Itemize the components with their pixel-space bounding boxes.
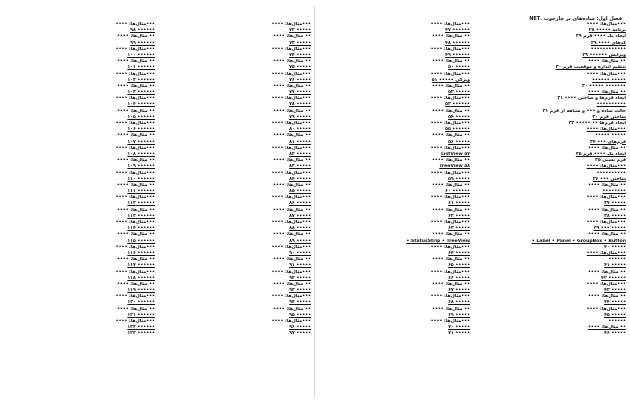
toc-entry: ••••• ۶۹ xyxy=(448,312,470,318)
toc-entry: ••••• ۳۷ xyxy=(604,201,626,207)
toc-entry: •••••• ۶۰ xyxy=(445,189,470,195)
toc-entry: •• مثال‌ها: •••• xyxy=(273,108,311,114)
toc-entry: •••••• ۱۰۱ xyxy=(127,65,155,71)
toc-entry: ••••• ۹۲ xyxy=(289,275,311,281)
toc-entry: •• مثال‌ها: •••• xyxy=(117,133,155,139)
toc-entry: ••••• ۴۴ xyxy=(604,300,626,306)
toc-entry: ••••• ۴۶ xyxy=(604,331,626,337)
toc-entry: •••••• ۱۱۴ xyxy=(127,226,155,232)
toc-entry: •••••• ۱۰۸ xyxy=(127,151,155,157)
toc-entry: •••مثال‌ها: •••• xyxy=(586,22,626,27)
toc-entry: ••••• ۸۲ xyxy=(289,151,311,157)
toc-entry: •••••• xyxy=(608,257,626,263)
toc-entry: •• مثال‌ها: •••• xyxy=(117,232,155,238)
toc-entry: ایجاد فرم‌ها •• ••••• ۳۳ xyxy=(568,121,626,126)
toc-entry: •••••• ۱۰۴ xyxy=(127,102,155,108)
toc-entry: ••••• ۸۱ xyxy=(289,139,311,145)
toc-entry: ••••• ۸۶ xyxy=(289,201,311,207)
toc-entry: ••••• ۷۶ xyxy=(289,77,311,83)
toc-entry: ••••• ۵۶ xyxy=(448,139,470,145)
toc-entry: •• مثال‌ها: •••• xyxy=(117,306,155,312)
toc-entry: •••مثال‌ها: •••• xyxy=(586,195,626,201)
toc-entry: •••••• ۱۰۶ xyxy=(127,127,155,133)
toc-entry: ••••• ۸۴ xyxy=(289,176,311,182)
toc-entry: •• مثال‌ها: •••• xyxy=(432,306,470,312)
toc-entry: •••مثال‌ها: •••• xyxy=(586,220,626,225)
toc-entry: ••••• ۵۴ xyxy=(448,114,470,120)
toc-entry: •••••••• xyxy=(602,189,626,195)
toc-entry: •••مثال‌ها: •••• xyxy=(271,96,311,102)
toc-entry: ••••• ۷۸ xyxy=(289,102,311,108)
toc-entry: •••مثال‌ها: •••• xyxy=(271,121,311,126)
toc-entry: •• مثال‌ها: •••• xyxy=(273,133,311,139)
toc-entry: ••••• ۶۴ xyxy=(448,250,470,256)
toc-entry: •• مثال‌ها: •••• xyxy=(117,34,155,40)
toc-entry: •••مثال‌ها: •••• xyxy=(430,319,470,324)
toc-entry: •• مثال‌ها: •••• xyxy=(588,90,626,96)
toc-entry: •••مثال‌ها: •••• xyxy=(430,71,470,77)
toc-entry: •• مثال‌ها: •••• xyxy=(588,294,626,300)
left-page-column-right xyxy=(163,22,311,338)
toc-entry: •• مثال‌ها: •••• xyxy=(588,269,626,275)
toc-entry: ••••• ۷۲ xyxy=(289,28,311,34)
toc-entry: ••••• ۸۸ xyxy=(289,226,311,232)
toc-entry: ••••• ۴۳ xyxy=(604,288,626,294)
toc-entry: •••••• ۱۲۱ xyxy=(127,312,155,318)
toc-entry: •• مثال‌ها: •••• xyxy=(432,133,470,139)
toc-entry: •••مثال‌ها: •••• xyxy=(586,281,626,287)
toc-entry: •• مثال‌ها: •••• xyxy=(588,232,626,238)
toc-entry: •••مثال‌ها: •••• xyxy=(271,294,311,300)
toc-entry: تنظیم اندازه و موقعیت فرم ۳۰ xyxy=(555,65,626,71)
toc-entry: •••••• ۱۰۲ xyxy=(127,77,155,83)
toc-entry: •• مثال‌ها: •••• xyxy=(273,182,311,188)
toc-entry: ••••• ۶۱ xyxy=(448,201,470,207)
toc-entry: •••مثال‌ها: •••• xyxy=(271,195,311,201)
right-page-column-left xyxy=(322,22,470,338)
toc-entry: •••مثال‌ها: •••• xyxy=(271,244,311,250)
toc-entry: •••مثال‌ها: •••• xyxy=(430,145,470,151)
toc-entry: •••••• ۱۰۹ xyxy=(127,164,155,170)
toc-entry: ••••• ۹۳ xyxy=(289,288,311,294)
toc-entry: ••••• ۴۱ xyxy=(604,263,626,269)
toc-entry: •• مثال‌ها: •••• xyxy=(117,207,155,213)
toc-entry: •••مثال‌ها: •••• xyxy=(115,294,155,300)
toc-entry: •••••• ۴۲ xyxy=(601,275,626,281)
right-page-column-right xyxy=(478,22,626,338)
toc-entry: •••••• ۱۰۷ xyxy=(127,139,155,145)
toc-entry: •••••• ۱۱۲ xyxy=(127,201,155,207)
toc-entry: •• مثال‌ها: •••• xyxy=(273,158,311,164)
page-gutter xyxy=(314,6,315,398)
toc-entry: •••••••••• xyxy=(596,102,626,108)
toc-entry: •••مثال‌ها: •••• xyxy=(115,195,155,201)
toc-entry: •• مثال‌ها: •••• xyxy=(273,83,311,89)
toc-entry: •••مثال‌ها: •••• xyxy=(115,96,155,102)
toc-entry: ••••• ۶۶ xyxy=(448,275,470,281)
toc-entry: ••••• ۹۰ xyxy=(289,250,311,256)
toc-entry: •• مثال‌ها: •••• xyxy=(432,34,470,40)
toc-entry: •••••• ۵۵ xyxy=(445,127,470,133)
toc-entry: •••••• ۱۱۱ xyxy=(127,189,155,195)
toc-entry: ••••• ۷۹ xyxy=(289,114,311,120)
toc-entry: ••••• ۶۳ xyxy=(448,226,470,232)
toc-entry: •••مثال‌ها: •••• xyxy=(115,220,155,225)
toc-entry: ویژگی ••••• ۵۱ xyxy=(431,77,470,83)
toc-entry: •••مثال‌ها: •••• xyxy=(115,22,155,27)
toc-entry: ••••• ••• ۳۹ xyxy=(593,226,626,232)
chapter-header: فصل اول: ساده‌های بر چارچوب .NET xyxy=(529,16,622,22)
toc-entry: •••مثال‌ها: •••• xyxy=(115,170,155,176)
toc-entry: •• مثال‌ها: •••• xyxy=(117,59,155,65)
toc-entry: •••••• ۴۸ xyxy=(445,40,470,46)
toc-entry: •••••• ۱۱۳ xyxy=(127,213,155,219)
toc-entry: •• مثال‌ها: •••• xyxy=(117,182,155,188)
toc-entry: ••••• ۵۰ xyxy=(448,65,470,71)
toc-entry: •••••• ۱۱۷ xyxy=(127,263,155,269)
toc-entry: •••مثال‌ها: •••• xyxy=(115,244,155,250)
toc-entry: •• مثال‌ها: •••• xyxy=(432,232,470,238)
toc-entry: ••••• ۷۴ xyxy=(289,52,311,58)
toc-entry: •• مثال‌ها: •••• xyxy=(432,207,470,213)
toc-entry: •••••••••••• xyxy=(590,46,626,52)
toc-entry: •••••• ۴۹ xyxy=(445,52,470,58)
toc-entry: ••••• ۸۵ xyxy=(289,189,311,195)
toc-entry: •••مثال‌ها: •••• xyxy=(271,170,311,176)
left-page-column-left xyxy=(7,22,155,338)
toc-entry: •••مثال‌ها: •••• xyxy=(271,46,311,52)
toc-entry: •••مثال‌ها: •••• xyxy=(430,269,470,275)
toc-entry: •••مثال‌ها: •••• xyxy=(586,71,626,77)
toc-entry: •••••• ۱۰۰ xyxy=(127,52,155,58)
toc-entry: •• مثال‌ها: •••• xyxy=(432,108,470,114)
toc-entry: •••••• ۱۱۹ xyxy=(127,288,155,294)
toc-entry: •••مثال‌ها: •••• xyxy=(115,145,155,151)
toc-entry: •• مثال‌ها: •••• xyxy=(588,207,626,213)
toc-entry: برنامه ••••• ۲۸ xyxy=(588,28,626,34)
toc-entry: •• مثال‌ها: •••• xyxy=(117,108,155,114)
toc-entry: •••مثال‌ها: •••• xyxy=(430,121,470,126)
toc-entry: •••••• ۱۲۰ xyxy=(127,300,155,306)
toc-entry: •••مثال‌ها: •••• xyxy=(115,269,155,275)
toc-entry: •• مثال‌ها: •••• xyxy=(432,83,470,89)
toc-entry: •••مثال‌ها: •••• xyxy=(271,269,311,275)
toc-entry: •• مثال‌ها: •••• xyxy=(117,158,155,164)
toc-entry: •••••• ۴۷ xyxy=(445,28,470,34)
toc-entry: ••••• ۹۷ xyxy=(289,331,311,337)
toc-entry: •••مثال‌ها: •••• xyxy=(586,127,626,133)
toc-entry: •••مثال‌ها: •••• xyxy=(430,22,470,27)
toc-entry: •• مثال‌ها: •••• xyxy=(273,207,311,213)
toc-entry: Label • Panel • GroupBox • Button • xyxy=(531,238,626,244)
toc-entry: ••••• ۵۲ xyxy=(448,90,470,96)
toc-entry: •••مثال‌ها: •••• xyxy=(115,46,155,52)
toc-entry: •••••• ۱۱۵ xyxy=(127,238,155,244)
toc-entry: •••مثال‌ها: •••• xyxy=(430,96,470,102)
toc-entry: •• مثال‌ها: •••• xyxy=(432,257,470,263)
toc-entry: •• مثال‌ها: •••• xyxy=(273,34,311,40)
toc-entry: •••مثال‌ها: •••• xyxy=(586,250,626,256)
toc-entry: •••••• ۹۸ xyxy=(130,28,155,34)
toc-entry: ••••• ۷۳ xyxy=(289,40,311,46)
toc-entry: •••••••••• xyxy=(596,170,626,176)
toc-entry: •• مثال‌ها: •••• xyxy=(117,257,155,263)
toc-entry: •••••• ۵۳ xyxy=(445,102,470,108)
toc-entry: •••••• ۱۰۵ xyxy=(127,114,155,120)
toc-entry: کدهای •••• ۲۹ xyxy=(591,40,626,46)
toc-entry: •••مثال‌ها: •••• xyxy=(115,319,155,324)
toc-entry: ••••• ••••• xyxy=(595,133,626,139)
toc-entry: •• مثال‌ها: •••• xyxy=(117,83,155,89)
toc-entry: ••••• ۸۰ xyxy=(289,127,311,133)
toc-entry: •••••• ۱۱۰ xyxy=(127,176,155,182)
toc-entry: ••••• ۸۹ xyxy=(289,238,311,244)
toc-entry: ••••• ۳۸ xyxy=(604,213,626,219)
toc-entry: ••••• ۶۸ xyxy=(448,300,470,306)
toc-entry: ایجاد فرم‌ها و ساختن •••• ۳۱ xyxy=(557,96,626,102)
toc-entry: ••••• ۹۴ xyxy=(289,300,311,306)
toc-entry: •••مثال‌ها: •••• xyxy=(271,145,311,151)
toc-entry: •••مثال‌ها: •••• xyxy=(271,71,311,77)
toc-entry: ایجاد یک •••• فرم ۳۵ xyxy=(575,151,626,157)
toc-entry: ساختن ••• ۳۶ xyxy=(592,176,626,182)
toc-entry: •• مثال‌ها: •••• xyxy=(273,281,311,287)
toc-entry: •••مثال‌ها: •••• xyxy=(430,170,470,176)
toc-entry: •• مثال‌ها: •••• xyxy=(432,158,470,164)
toc-entry: •••مثال‌ها: •••• xyxy=(430,220,470,225)
toc-entry: StatusStrip • TreeView • xyxy=(406,238,470,244)
toc-entry: •• مثال‌ها: •••• xyxy=(432,182,470,188)
toc-entry: ••••• ۹۵ xyxy=(289,312,311,318)
toc-entry: •• مثال‌ها: •••• xyxy=(588,325,626,331)
toc-entry: ••••• ۶۵ xyxy=(448,263,470,269)
toc-entry: •••••• xyxy=(608,319,626,324)
toc-entry: •• مثال‌ها: •••• xyxy=(273,59,311,65)
toc-entry: •••••• ۹۹ xyxy=(130,40,155,46)
toc-entry: •• مثال‌ها: •••• xyxy=(432,59,470,65)
toc-entry: •• مثال‌ها: •••• xyxy=(588,145,626,151)
toc-entry: •• مثال‌ها: •••• xyxy=(432,281,470,287)
left-page xyxy=(5,8,311,398)
toc-entry: •••مثال‌ها: •••• xyxy=(430,244,470,250)
toc-entry: •••مثال‌ها: •••• xyxy=(430,46,470,52)
toc-entry: ••••• ۴۰ xyxy=(604,244,626,250)
toc-entry: •••••• ۱۲۳ xyxy=(127,331,155,337)
toc-entry: ویرایش •••••• ۲۹ xyxy=(582,52,626,58)
toc-entry: ••••• ۸۷ xyxy=(289,213,311,219)
toc-entry: ••••• ۷۷ xyxy=(289,90,311,96)
toc-entry: •••مثال‌ها: •••• xyxy=(271,22,311,27)
toc-entry: •••••• ۱۱۶ xyxy=(127,250,155,256)
toc-entry: •••مثال‌ها: •••• xyxy=(586,164,626,170)
toc-entry: ••••• ۸۳ xyxy=(289,164,311,170)
toc-entry: ListView ۵۷ xyxy=(440,151,470,157)
toc-entry: TreeView ۵۸ xyxy=(439,164,470,170)
toc-entry: •••مثال‌ها: •••• xyxy=(586,306,626,312)
toc-entry: ••••• ۷۰ xyxy=(448,325,470,331)
toc-entry: •••••• ۱۱۸ xyxy=(127,275,155,281)
toc-entry: ••••• ۶۲ xyxy=(448,213,470,219)
toc-entry: ••••• ۹۱ xyxy=(289,263,311,269)
toc-entry: ••••• •••••• xyxy=(592,77,626,83)
toc-entry: •• مثال‌ها: •••• xyxy=(273,232,311,238)
toc-entry: ••••• ۷۵ xyxy=(289,65,311,71)
toc-entry: ••••• ۵۹ xyxy=(448,176,470,182)
toc-entry: •••••• ۱۰۳ xyxy=(127,90,155,96)
toc-entry: ••••• ۷۱ xyxy=(448,331,470,337)
toc-entry: •••مثال‌ها: •••• xyxy=(271,319,311,324)
toc-entry: ••••• ۴۵ xyxy=(604,312,626,318)
right-page xyxy=(320,8,626,398)
toc-entry: •••مثال‌ها: •••• xyxy=(115,121,155,126)
toc-entry: •••مثال‌ها: •••• xyxy=(430,294,470,300)
toc-entry: فرم‌های ••• ۳۴ xyxy=(590,139,626,145)
toc-entry: ••••• ۶۷ xyxy=(448,288,470,294)
toc-entry: •••••• ۱۲۲ xyxy=(127,325,155,331)
toc-entry: •••مثال‌ها: •••• xyxy=(271,220,311,225)
toc-entry: فرم نسبی ۳۵ xyxy=(595,158,626,164)
toc-entry: ••••• ۹۶ xyxy=(289,325,311,331)
toc-entry: حالت ساده و ••• و سیاهه از فرم ۳۱ xyxy=(542,108,626,114)
toc-entry: •• مثال‌ها: •••• xyxy=(273,257,311,263)
toc-entry: ساختن فرم ۳۰ xyxy=(592,114,626,120)
toc-entry: ایجاد یک •••• فرم ۲۹ xyxy=(575,34,626,40)
toc-entry: •• مثال‌ها: •••• xyxy=(588,182,626,188)
toc-entry: •••مثال‌ها: •••• xyxy=(430,195,470,201)
toc-entry: ••••••• ••••• ۳۰ xyxy=(581,83,626,89)
toc-entry: •• مثال‌ها: •••• xyxy=(273,306,311,312)
toc-entry: •• مثال‌ها: •••• xyxy=(117,281,155,287)
toc-entry: •• مثال‌ها: •••• xyxy=(588,59,626,65)
toc-entry: •••مثال‌ها: •••• xyxy=(115,71,155,77)
